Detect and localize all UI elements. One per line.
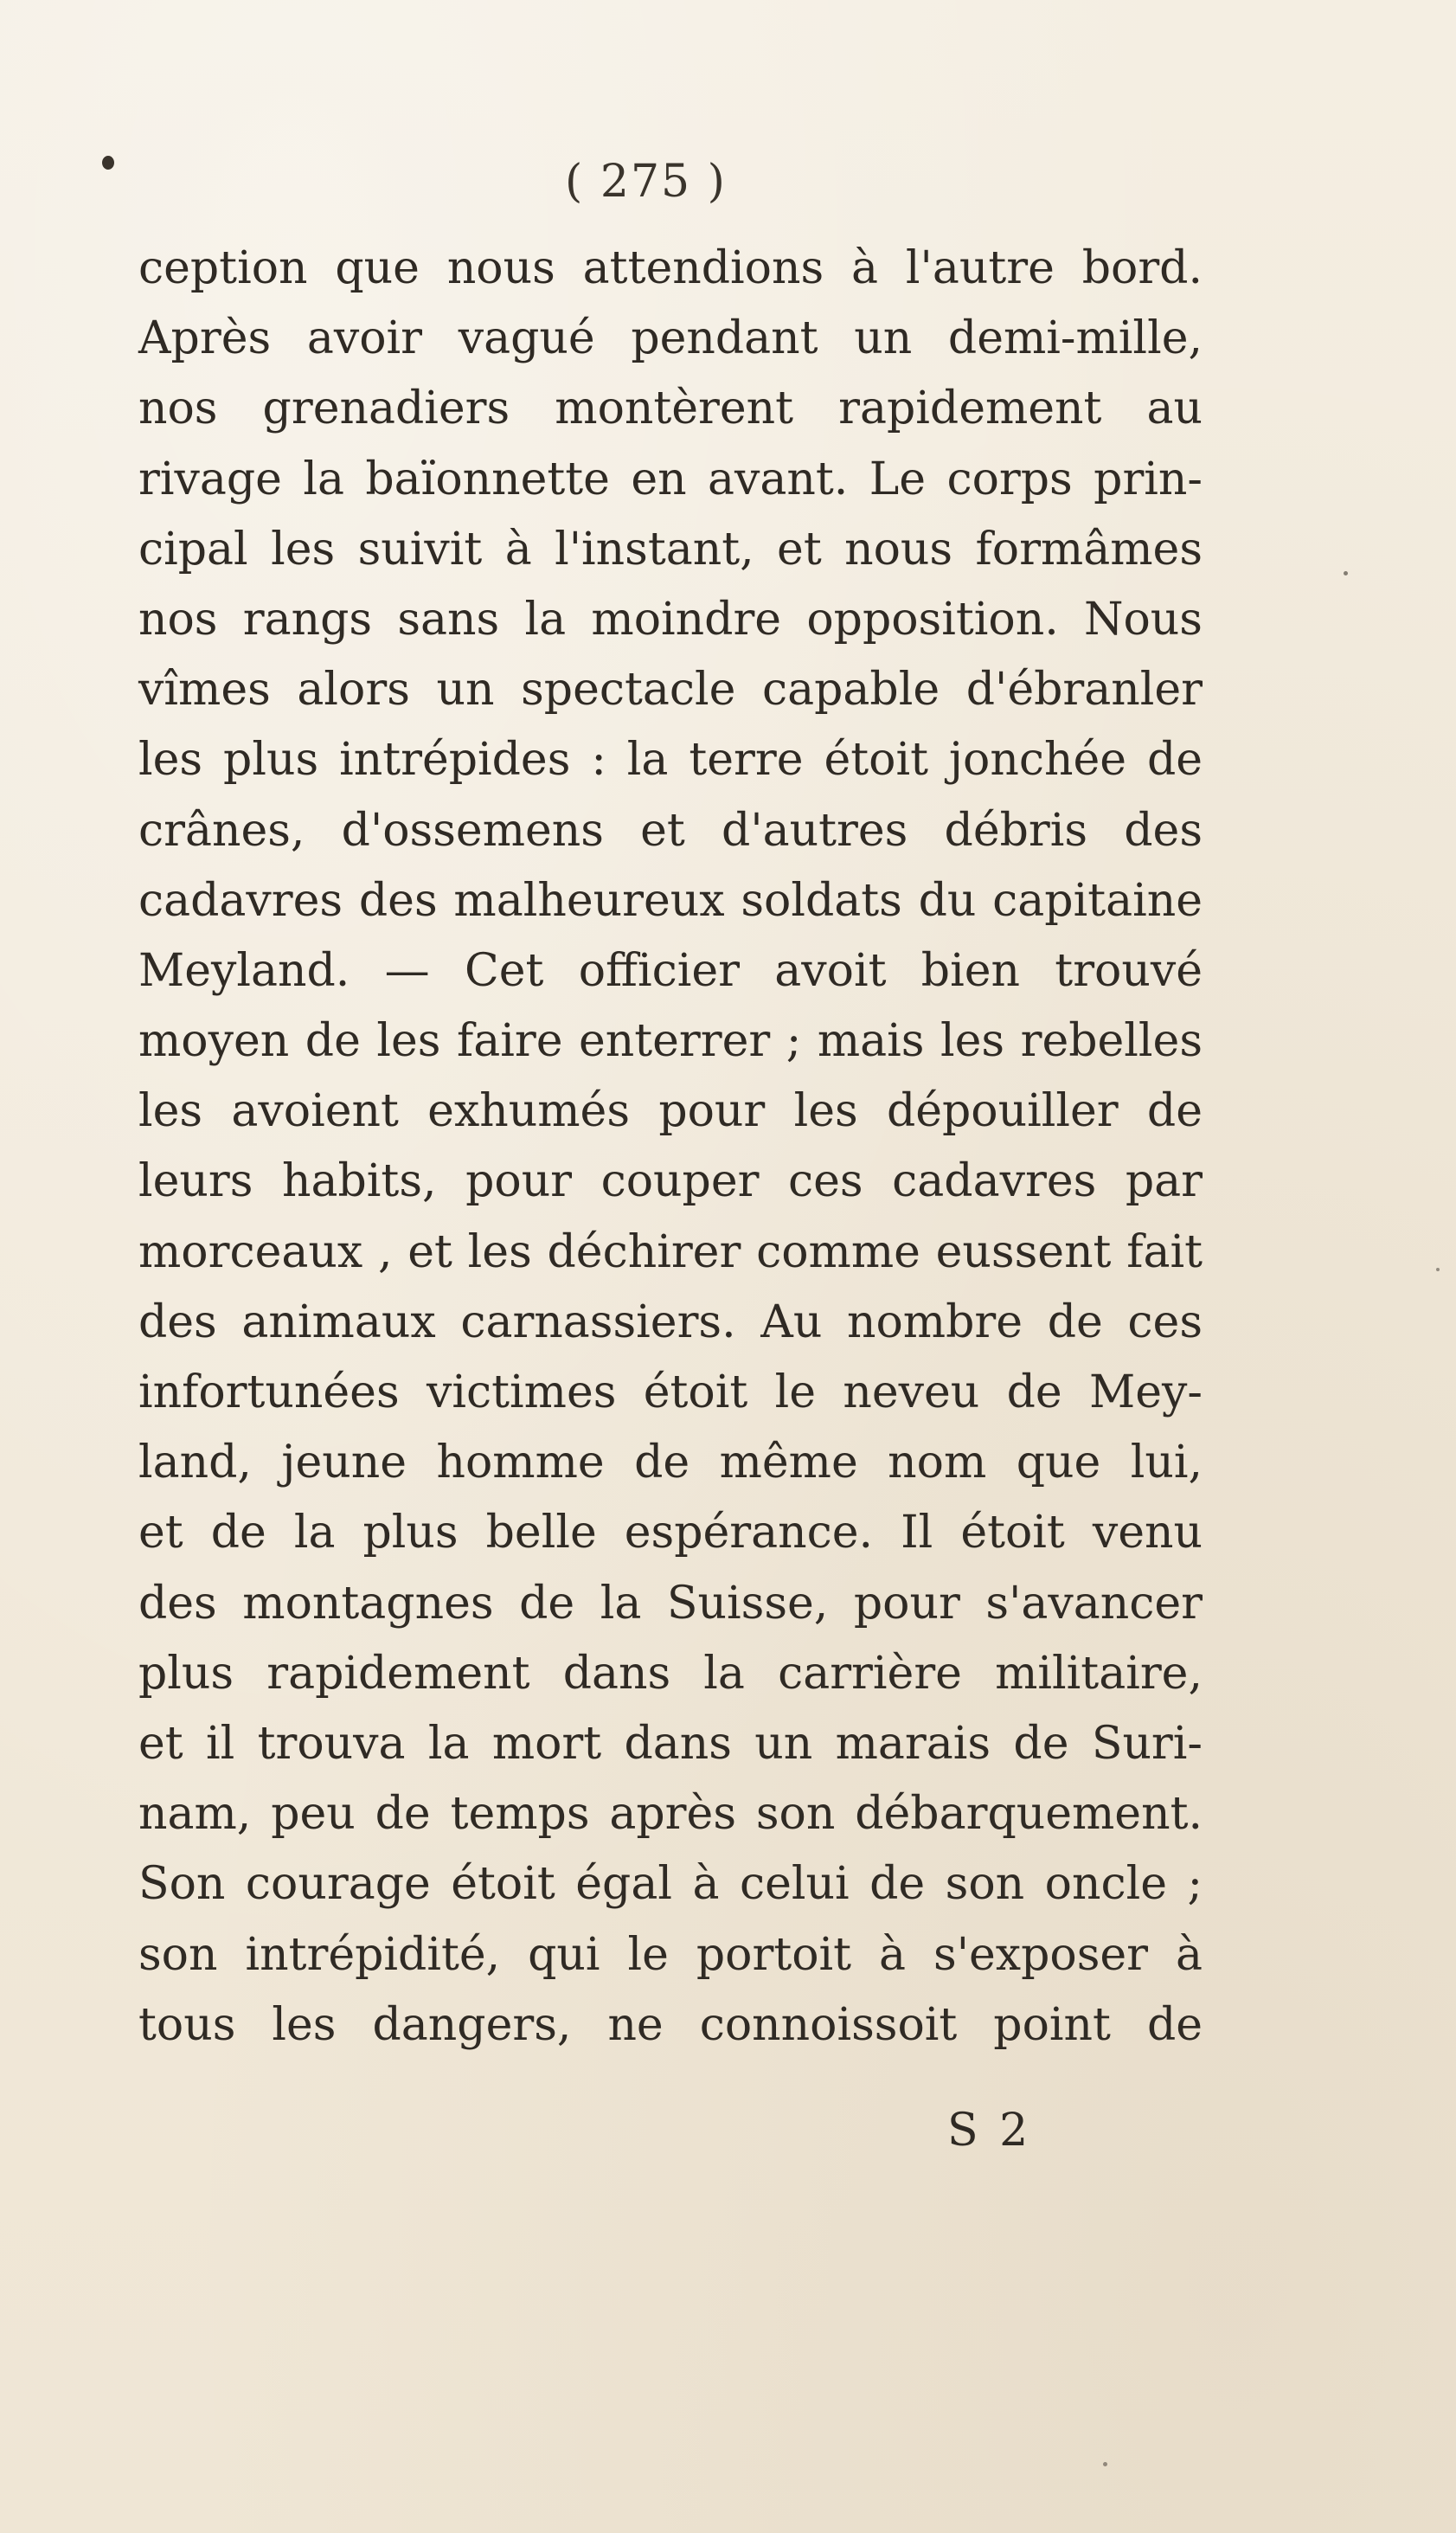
text-line: nos grenadiers montèrent rapidement au <box>138 383 1203 435</box>
text-line: les avoient exhumés pour les dépouiller de <box>138 1085 1203 1138</box>
body-text <box>138 234 1203 2060</box>
text-line: plus rapidement dans la carrière militaire, <box>138 1647 1203 1700</box>
text-line: des animaux carnassiers. Au nombre de ces <box>138 1295 1203 1348</box>
text-line: infortunées victimes étoit le neveu de Mey- <box>138 1366 1203 1418</box>
text-line: moyen de les faire enterrer ; mais les rebelles <box>138 1015 1203 1068</box>
text-line: morceaux , et les déchirer comme eussent fait <box>138 1225 1203 1278</box>
text-line: son intrépidité, qui le portoit à s'exposer à <box>138 1928 1203 1981</box>
text-line: les plus intrépides : la terre étoit jonchée de <box>138 734 1203 787</box>
text-line: et de la plus belle espérance. Il étoit venu <box>138 1507 1203 1559</box>
ink-speck <box>1436 1268 1440 1271</box>
text-line: tous les dangers, ne connoissoit point de <box>138 1998 1203 2051</box>
text-line: cadavres des malheureux soldats du capitaine <box>138 874 1203 927</box>
ink-speck <box>1344 571 1348 575</box>
text-line: et il trouva la mort dans un marais de Suri- <box>138 1717 1203 1770</box>
text-line: crânes, d'ossemens et d'autres débris des <box>138 804 1203 857</box>
text-line: vîmes alors un spectacle capable d'ébranler <box>138 664 1203 717</box>
page-number-header: ( 275 ) <box>565 156 727 208</box>
text-line: des montagnes de la Suisse, pour s'avancer <box>138 1577 1203 1630</box>
text-line: leurs habits, pour couper ces cadavres par <box>138 1155 1203 1208</box>
signature-mark: S 2 <box>947 2105 1032 2157</box>
ink-speck <box>1103 2462 1107 2466</box>
text-line: land, jeune homme de même nom que lui, <box>138 1437 1203 1489</box>
text-line: cipal les suivit à l'instant, et nous formâmes <box>138 523 1203 575</box>
text-line: rivage la baïonnette en avant. Le corps prin- <box>138 453 1203 505</box>
text-line: ception que nous attendions à l'autre bord. <box>138 242 1203 294</box>
text-line: Meyland. — Cet officier avoit bien trouvé <box>138 944 1203 997</box>
text-line: nos rangs sans la moindre opposition. Nous <box>138 593 1203 646</box>
text-line: Son courage étoit égal à celui de son oncle ; <box>138 1858 1203 1911</box>
text-line: Après avoir vagué pendant un demi-mille, <box>138 312 1203 365</box>
text-line: nam, peu de temps après son débarquement. <box>138 1788 1203 1841</box>
